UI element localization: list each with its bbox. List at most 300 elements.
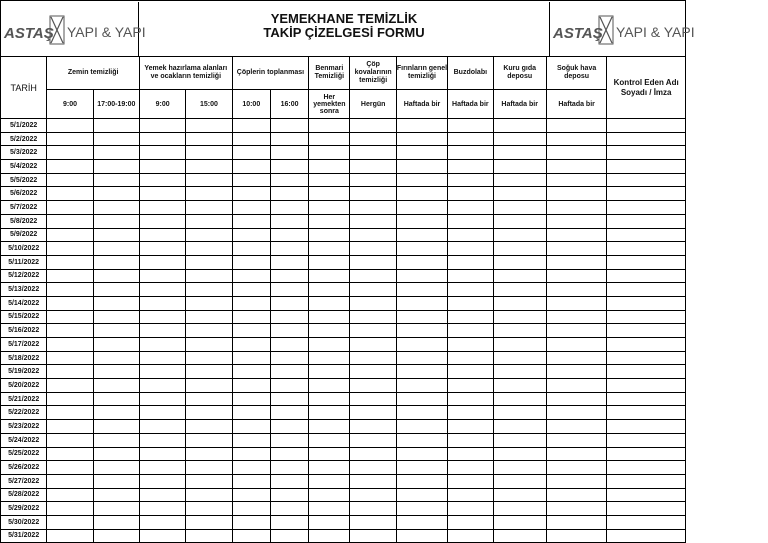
entry-cell[interactable] xyxy=(546,310,606,324)
entry-cell[interactable] xyxy=(139,160,185,174)
entry-cell[interactable] xyxy=(350,201,396,215)
entry-cell[interactable] xyxy=(546,474,606,488)
entry-cell[interactable] xyxy=(607,324,686,338)
entry-cell[interactable] xyxy=(139,447,185,461)
entry-cell[interactable] xyxy=(493,146,546,160)
entry-cell[interactable] xyxy=(270,146,308,160)
entry-cell[interactable] xyxy=(493,119,546,133)
entry-cell[interactable] xyxy=(546,146,606,160)
entry-cell[interactable] xyxy=(139,119,185,133)
entry-cell[interactable] xyxy=(270,214,308,228)
entry-cell[interactable] xyxy=(47,529,93,543)
entry-cell[interactable] xyxy=(607,461,686,475)
entry-cell[interactable] xyxy=(270,351,308,365)
entry-cell[interactable] xyxy=(232,474,270,488)
entry-cell[interactable] xyxy=(186,296,232,310)
entry-cell[interactable] xyxy=(93,310,139,324)
entry-cell[interactable] xyxy=(232,351,270,365)
entry-cell[interactable] xyxy=(350,146,396,160)
entry-cell[interactable] xyxy=(309,296,350,310)
entry-cell[interactable] xyxy=(139,324,185,338)
entry-cell[interactable] xyxy=(93,228,139,242)
entry-cell[interactable] xyxy=(139,351,185,365)
entry-cell[interactable] xyxy=(47,474,93,488)
entry-cell[interactable] xyxy=(186,447,232,461)
entry-cell[interactable] xyxy=(47,160,93,174)
entry-cell[interactable] xyxy=(350,406,396,420)
entry-cell[interactable] xyxy=(448,296,493,310)
entry-cell[interactable] xyxy=(350,461,396,475)
entry-cell[interactable] xyxy=(270,338,308,352)
entry-cell[interactable] xyxy=(396,187,447,201)
entry-cell[interactable] xyxy=(546,296,606,310)
entry-cell[interactable] xyxy=(309,187,350,201)
entry-cell[interactable] xyxy=(47,269,93,283)
entry-cell[interactable] xyxy=(186,461,232,475)
entry-cell[interactable] xyxy=(139,474,185,488)
entry-cell[interactable] xyxy=(139,502,185,516)
entry-cell[interactable] xyxy=(607,187,686,201)
entry-cell[interactable] xyxy=(93,173,139,187)
entry-cell[interactable] xyxy=(139,338,185,352)
entry-cell[interactable] xyxy=(139,529,185,543)
entry-cell[interactable] xyxy=(396,338,447,352)
entry-cell[interactable] xyxy=(270,255,308,269)
entry-cell[interactable] xyxy=(47,379,93,393)
entry-cell[interactable] xyxy=(232,283,270,297)
entry-cell[interactable] xyxy=(93,214,139,228)
entry-cell[interactable] xyxy=(93,392,139,406)
entry-cell[interactable] xyxy=(270,488,308,502)
entry-cell[interactable] xyxy=(186,420,232,434)
entry-cell[interactable] xyxy=(350,310,396,324)
entry-cell[interactable] xyxy=(546,324,606,338)
entry-cell[interactable] xyxy=(139,461,185,475)
entry-cell[interactable] xyxy=(232,201,270,215)
entry-cell[interactable] xyxy=(232,365,270,379)
entry-cell[interactable] xyxy=(309,515,350,529)
entry-cell[interactable] xyxy=(309,351,350,365)
entry-cell[interactable] xyxy=(93,529,139,543)
entry-cell[interactable] xyxy=(396,324,447,338)
entry-cell[interactable] xyxy=(546,392,606,406)
entry-cell[interactable] xyxy=(270,447,308,461)
entry-cell[interactable] xyxy=(546,502,606,516)
entry-cell[interactable] xyxy=(186,201,232,215)
entry-cell[interactable] xyxy=(350,283,396,297)
entry-cell[interactable] xyxy=(396,296,447,310)
entry-cell[interactable] xyxy=(396,433,447,447)
entry-cell[interactable] xyxy=(270,187,308,201)
entry-cell[interactable] xyxy=(309,365,350,379)
entry-cell[interactable] xyxy=(396,502,447,516)
entry-cell[interactable] xyxy=(493,296,546,310)
entry-cell[interactable] xyxy=(493,324,546,338)
entry-cell[interactable] xyxy=(396,420,447,434)
entry-cell[interactable] xyxy=(232,392,270,406)
entry-cell[interactable] xyxy=(607,283,686,297)
entry-cell[interactable] xyxy=(396,529,447,543)
entry-cell[interactable] xyxy=(493,461,546,475)
entry-cell[interactable] xyxy=(47,447,93,461)
entry-cell[interactable] xyxy=(448,310,493,324)
entry-cell[interactable] xyxy=(270,406,308,420)
entry-cell[interactable] xyxy=(47,338,93,352)
entry-cell[interactable] xyxy=(309,447,350,461)
entry-cell[interactable] xyxy=(47,242,93,256)
entry-cell[interactable] xyxy=(232,146,270,160)
entry-cell[interactable] xyxy=(607,406,686,420)
entry-cell[interactable] xyxy=(309,146,350,160)
entry-cell[interactable] xyxy=(270,119,308,133)
entry-cell[interactable] xyxy=(396,146,447,160)
entry-cell[interactable] xyxy=(139,420,185,434)
entry-cell[interactable] xyxy=(309,529,350,543)
entry-cell[interactable] xyxy=(448,324,493,338)
entry-cell[interactable] xyxy=(396,447,447,461)
entry-cell[interactable] xyxy=(546,160,606,174)
entry-cell[interactable] xyxy=(448,146,493,160)
entry-cell[interactable] xyxy=(607,132,686,146)
entry-cell[interactable] xyxy=(309,338,350,352)
entry-cell[interactable] xyxy=(448,269,493,283)
entry-cell[interactable] xyxy=(186,406,232,420)
entry-cell[interactable] xyxy=(232,242,270,256)
entry-cell[interactable] xyxy=(186,119,232,133)
entry-cell[interactable] xyxy=(607,242,686,256)
entry-cell[interactable] xyxy=(448,119,493,133)
entry-cell[interactable] xyxy=(396,228,447,242)
entry-cell[interactable] xyxy=(493,488,546,502)
entry-cell[interactable] xyxy=(546,173,606,187)
entry-cell[interactable] xyxy=(607,296,686,310)
entry-cell[interactable] xyxy=(270,515,308,529)
entry-cell[interactable] xyxy=(350,474,396,488)
entry-cell[interactable] xyxy=(309,392,350,406)
entry-cell[interactable] xyxy=(186,365,232,379)
entry-cell[interactable] xyxy=(396,351,447,365)
entry-cell[interactable] xyxy=(93,502,139,516)
entry-cell[interactable] xyxy=(493,132,546,146)
entry-cell[interactable] xyxy=(448,406,493,420)
entry-cell[interactable] xyxy=(448,283,493,297)
entry-cell[interactable] xyxy=(350,160,396,174)
entry-cell[interactable] xyxy=(396,255,447,269)
entry-cell[interactable] xyxy=(232,447,270,461)
entry-cell[interactable] xyxy=(93,406,139,420)
entry-cell[interactable] xyxy=(232,228,270,242)
entry-cell[interactable] xyxy=(546,488,606,502)
entry-cell[interactable] xyxy=(309,173,350,187)
entry-cell[interactable] xyxy=(139,132,185,146)
entry-cell[interactable] xyxy=(47,132,93,146)
entry-cell[interactable] xyxy=(493,447,546,461)
entry-cell[interactable] xyxy=(93,379,139,393)
entry-cell[interactable] xyxy=(270,296,308,310)
entry-cell[interactable] xyxy=(232,160,270,174)
entry-cell[interactable] xyxy=(546,529,606,543)
entry-cell[interactable] xyxy=(350,242,396,256)
entry-cell[interactable] xyxy=(350,119,396,133)
entry-cell[interactable] xyxy=(309,474,350,488)
entry-cell[interactable] xyxy=(47,187,93,201)
entry-cell[interactable] xyxy=(270,310,308,324)
entry-cell[interactable] xyxy=(607,447,686,461)
entry-cell[interactable] xyxy=(47,502,93,516)
entry-cell[interactable] xyxy=(270,461,308,475)
entry-cell[interactable] xyxy=(93,269,139,283)
entry-cell[interactable] xyxy=(139,379,185,393)
entry-cell[interactable] xyxy=(186,310,232,324)
entry-cell[interactable] xyxy=(93,433,139,447)
entry-cell[interactable] xyxy=(309,433,350,447)
entry-cell[interactable] xyxy=(546,214,606,228)
entry-cell[interactable] xyxy=(186,160,232,174)
entry-cell[interactable] xyxy=(493,406,546,420)
entry-cell[interactable] xyxy=(270,365,308,379)
entry-cell[interactable] xyxy=(493,160,546,174)
entry-cell[interactable] xyxy=(396,132,447,146)
entry-cell[interactable] xyxy=(47,214,93,228)
entry-cell[interactable] xyxy=(493,338,546,352)
entry-cell[interactable] xyxy=(232,502,270,516)
entry-cell[interactable] xyxy=(448,214,493,228)
entry-cell[interactable] xyxy=(309,406,350,420)
entry-cell[interactable] xyxy=(309,255,350,269)
entry-cell[interactable] xyxy=(546,187,606,201)
entry-cell[interactable] xyxy=(396,119,447,133)
entry-cell[interactable] xyxy=(350,173,396,187)
entry-cell[interactable] xyxy=(186,228,232,242)
entry-cell[interactable] xyxy=(47,228,93,242)
entry-cell[interactable] xyxy=(350,187,396,201)
entry-cell[interactable] xyxy=(270,502,308,516)
entry-cell[interactable] xyxy=(493,201,546,215)
entry-cell[interactable] xyxy=(270,392,308,406)
entry-cell[interactable] xyxy=(186,379,232,393)
entry-cell[interactable] xyxy=(607,420,686,434)
entry-cell[interactable] xyxy=(232,379,270,393)
entry-cell[interactable] xyxy=(448,242,493,256)
entry-cell[interactable] xyxy=(47,324,93,338)
entry-cell[interactable] xyxy=(493,351,546,365)
entry-cell[interactable] xyxy=(607,488,686,502)
entry-cell[interactable] xyxy=(232,173,270,187)
entry-cell[interactable] xyxy=(396,392,447,406)
entry-cell[interactable] xyxy=(350,392,396,406)
entry-cell[interactable] xyxy=(93,338,139,352)
entry-cell[interactable] xyxy=(93,324,139,338)
entry-cell[interactable] xyxy=(47,351,93,365)
entry-cell[interactable] xyxy=(448,351,493,365)
entry-cell[interactable] xyxy=(186,515,232,529)
entry-cell[interactable] xyxy=(493,420,546,434)
entry-cell[interactable] xyxy=(607,146,686,160)
entry-cell[interactable] xyxy=(93,201,139,215)
entry-cell[interactable] xyxy=(493,228,546,242)
entry-cell[interactable] xyxy=(93,255,139,269)
entry-cell[interactable] xyxy=(186,269,232,283)
entry-cell[interactable] xyxy=(232,269,270,283)
entry-cell[interactable] xyxy=(232,310,270,324)
entry-cell[interactable] xyxy=(607,201,686,215)
entry-cell[interactable] xyxy=(350,365,396,379)
entry-cell[interactable] xyxy=(350,488,396,502)
entry-cell[interactable] xyxy=(396,310,447,324)
entry-cell[interactable] xyxy=(186,324,232,338)
entry-cell[interactable] xyxy=(546,269,606,283)
entry-cell[interactable] xyxy=(493,433,546,447)
entry-cell[interactable] xyxy=(607,379,686,393)
entry-cell[interactable] xyxy=(546,433,606,447)
entry-cell[interactable] xyxy=(546,242,606,256)
entry-cell[interactable] xyxy=(448,160,493,174)
entry-cell[interactable] xyxy=(232,515,270,529)
entry-cell[interactable] xyxy=(93,365,139,379)
entry-cell[interactable] xyxy=(47,488,93,502)
entry-cell[interactable] xyxy=(396,461,447,475)
entry-cell[interactable] xyxy=(448,173,493,187)
entry-cell[interactable] xyxy=(607,502,686,516)
entry-cell[interactable] xyxy=(139,269,185,283)
entry-cell[interactable] xyxy=(47,146,93,160)
entry-cell[interactable] xyxy=(350,255,396,269)
entry-cell[interactable] xyxy=(93,132,139,146)
entry-cell[interactable] xyxy=(448,474,493,488)
entry-cell[interactable] xyxy=(607,214,686,228)
entry-cell[interactable] xyxy=(139,228,185,242)
entry-cell[interactable] xyxy=(47,515,93,529)
entry-cell[interactable] xyxy=(270,433,308,447)
entry-cell[interactable] xyxy=(47,310,93,324)
entry-cell[interactable] xyxy=(546,351,606,365)
entry-cell[interactable] xyxy=(546,447,606,461)
entry-cell[interactable] xyxy=(396,269,447,283)
entry-cell[interactable] xyxy=(350,502,396,516)
entry-cell[interactable] xyxy=(186,338,232,352)
entry-cell[interactable] xyxy=(309,324,350,338)
entry-cell[interactable] xyxy=(448,433,493,447)
entry-cell[interactable] xyxy=(448,379,493,393)
entry-cell[interactable] xyxy=(93,160,139,174)
entry-cell[interactable] xyxy=(493,214,546,228)
entry-cell[interactable] xyxy=(186,529,232,543)
entry-cell[interactable] xyxy=(448,515,493,529)
entry-cell[interactable] xyxy=(139,187,185,201)
entry-cell[interactable] xyxy=(309,214,350,228)
entry-cell[interactable] xyxy=(186,502,232,516)
entry-cell[interactable] xyxy=(396,365,447,379)
entry-cell[interactable] xyxy=(309,420,350,434)
entry-cell[interactable] xyxy=(448,338,493,352)
entry-cell[interactable] xyxy=(350,529,396,543)
entry-cell[interactable] xyxy=(493,379,546,393)
entry-cell[interactable] xyxy=(493,392,546,406)
entry-cell[interactable] xyxy=(93,488,139,502)
entry-cell[interactable] xyxy=(448,132,493,146)
entry-cell[interactable] xyxy=(47,173,93,187)
entry-cell[interactable] xyxy=(232,132,270,146)
entry-cell[interactable] xyxy=(607,119,686,133)
entry-cell[interactable] xyxy=(309,160,350,174)
entry-cell[interactable] xyxy=(47,406,93,420)
entry-cell[interactable] xyxy=(270,173,308,187)
entry-cell[interactable] xyxy=(396,515,447,529)
entry-cell[interactable] xyxy=(186,433,232,447)
entry-cell[interactable] xyxy=(93,420,139,434)
entry-cell[interactable] xyxy=(309,310,350,324)
entry-cell[interactable] xyxy=(93,447,139,461)
entry-cell[interactable] xyxy=(309,132,350,146)
entry-cell[interactable] xyxy=(350,132,396,146)
entry-cell[interactable] xyxy=(270,474,308,488)
entry-cell[interactable] xyxy=(186,187,232,201)
entry-cell[interactable] xyxy=(350,338,396,352)
entry-cell[interactable] xyxy=(186,242,232,256)
entry-cell[interactable] xyxy=(546,283,606,297)
entry-cell[interactable] xyxy=(309,201,350,215)
entry-cell[interactable] xyxy=(448,488,493,502)
entry-cell[interactable] xyxy=(607,433,686,447)
entry-cell[interactable] xyxy=(232,119,270,133)
entry-cell[interactable] xyxy=(139,433,185,447)
entry-cell[interactable] xyxy=(493,255,546,269)
entry-cell[interactable] xyxy=(270,228,308,242)
entry-cell[interactable] xyxy=(396,173,447,187)
entry-cell[interactable] xyxy=(448,255,493,269)
entry-cell[interactable] xyxy=(546,228,606,242)
entry-cell[interactable] xyxy=(493,173,546,187)
entry-cell[interactable] xyxy=(546,461,606,475)
entry-cell[interactable] xyxy=(309,119,350,133)
entry-cell[interactable] xyxy=(47,461,93,475)
entry-cell[interactable] xyxy=(270,283,308,297)
entry-cell[interactable] xyxy=(47,283,93,297)
entry-cell[interactable] xyxy=(232,420,270,434)
entry-cell[interactable] xyxy=(607,392,686,406)
entry-cell[interactable] xyxy=(139,283,185,297)
entry-cell[interactable] xyxy=(93,461,139,475)
entry-cell[interactable] xyxy=(309,242,350,256)
entry-cell[interactable] xyxy=(93,119,139,133)
entry-cell[interactable] xyxy=(186,146,232,160)
entry-cell[interactable] xyxy=(93,242,139,256)
entry-cell[interactable] xyxy=(47,433,93,447)
entry-cell[interactable] xyxy=(493,515,546,529)
entry-cell[interactable] xyxy=(232,461,270,475)
entry-cell[interactable] xyxy=(232,433,270,447)
entry-cell[interactable] xyxy=(493,269,546,283)
entry-cell[interactable] xyxy=(607,515,686,529)
entry-cell[interactable] xyxy=(309,502,350,516)
entry-cell[interactable] xyxy=(350,515,396,529)
entry-cell[interactable] xyxy=(448,502,493,516)
entry-cell[interactable] xyxy=(546,255,606,269)
entry-cell[interactable] xyxy=(546,365,606,379)
entry-cell[interactable] xyxy=(309,283,350,297)
entry-cell[interactable] xyxy=(546,201,606,215)
entry-cell[interactable] xyxy=(546,338,606,352)
entry-cell[interactable] xyxy=(139,201,185,215)
entry-cell[interactable] xyxy=(93,146,139,160)
entry-cell[interactable] xyxy=(607,351,686,365)
entry-cell[interactable] xyxy=(493,529,546,543)
entry-cell[interactable] xyxy=(232,338,270,352)
entry-cell[interactable] xyxy=(93,283,139,297)
entry-cell[interactable] xyxy=(396,379,447,393)
entry-cell[interactable] xyxy=(396,406,447,420)
entry-cell[interactable] xyxy=(232,187,270,201)
